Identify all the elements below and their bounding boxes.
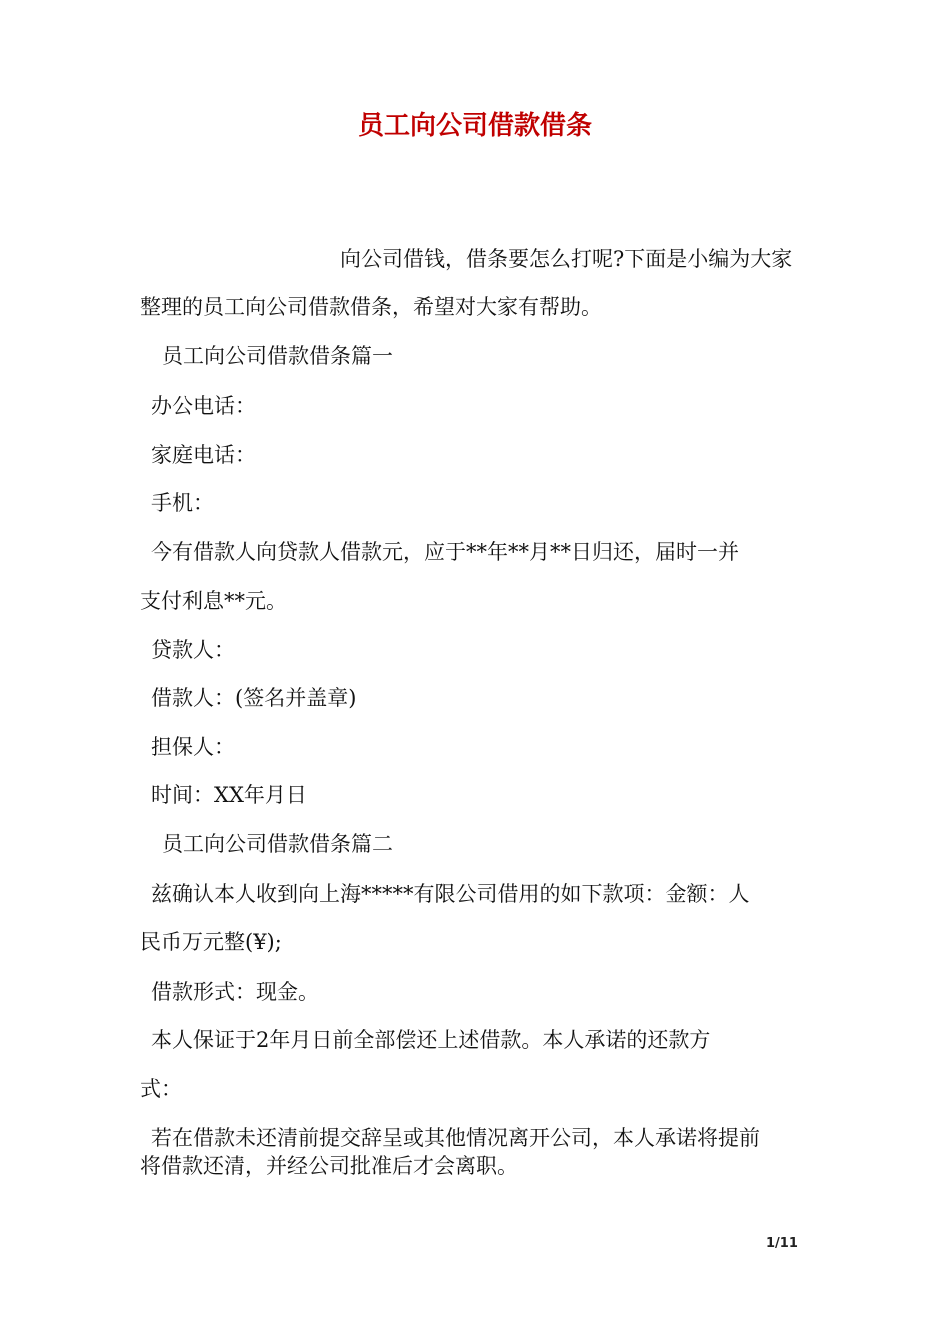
paragraph-line: 民币万元整(¥); <box>140 930 282 954</box>
field-label: 家庭电话： <box>151 443 256 467</box>
paragraph-line: 将借款还清，并经公司批准后才会离职。 <box>140 1154 518 1178</box>
paragraph-line: 整理的员工向公司借款借条，希望对大家有帮助。 <box>140 295 602 319</box>
field-label: 手机： <box>151 491 214 515</box>
paragraph-line: 式： <box>140 1077 182 1101</box>
paragraph-line: 借款形式：现金。 <box>151 980 319 1004</box>
field-label: 办公电话： <box>151 394 256 418</box>
paragraph-line: 支付利息**元。 <box>140 589 287 613</box>
paragraph-line: 兹确认本人收到向上海*****有限公司借用的如下款项：金额：人 <box>151 882 750 906</box>
paragraph-line: 本人保证于2年月日前全部偿还上述借款。本人承诺的还款方 <box>151 1028 711 1052</box>
paragraph-line: 若在借款未还清前提交辞呈或其他情况离开公司，本人承诺将提前 <box>151 1126 760 1150</box>
page-number: 1/11 <box>766 1236 798 1251</box>
document-title: 员工向公司借款借条 <box>357 111 592 141</box>
paragraph-line: 今有借款人向贷款人借款元，应于**年**月**日归还，届时一并 <box>151 540 739 564</box>
paragraph-line: 向公司借钱，借条要怎么打呢?下面是小编为大家 <box>340 247 793 271</box>
field-label: 贷款人： <box>151 638 235 662</box>
field-label: 借款人：(签名并盖章) <box>151 686 357 710</box>
section-heading: 员工向公司借款借条篇二 <box>162 832 393 856</box>
field-label: 时间：XX年月日 <box>151 783 307 807</box>
section-heading: 员工向公司借款借条篇一 <box>162 344 393 368</box>
field-label: 担保人： <box>151 735 235 759</box>
